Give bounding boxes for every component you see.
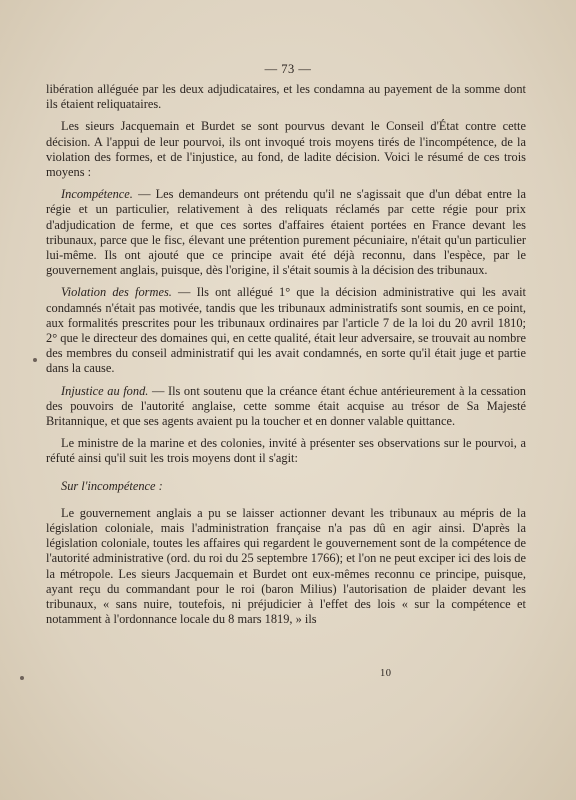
paragraph [46, 119, 526, 180]
paragraph-violation [46, 285, 526, 376]
paragraph [46, 506, 526, 628]
paragraph [46, 436, 526, 466]
subheading [46, 479, 526, 494]
signature-mark: 10 [380, 668, 392, 679]
paragraph-text: Les sieurs Jacquemain et Burdet se sont pourvus devant le Conseil d'État contre cette décision. A l'appui de leur pourvoi, ils ont invoqué trois moyens tirés de l'incompétence, de la violation des formes, et de l'injustice, au fond, de ladite décision. Voici le résumé de ces trois moyens : [46, 119, 526, 180]
paragraph [46, 82, 526, 112]
paragraph-text: — Ils ont soutenu que la créance étant échue antérieurement à la cessation des pouvoirs de l'autorité anglaise, cette somme était acquise au trésor de Sa Majesté Britannique, et que ses agents avaient pu la toucher et en donner valable quittance. [46, 383, 526, 429]
section-lead: Injustice au fond. [61, 383, 149, 398]
section-lead: Incompétence. [61, 187, 133, 202]
paragraph-incompetence [46, 187, 526, 278]
paragraph-text: — Les demandeurs ont prétendu qu'il ne s'agissait que d'un débat entre la régie et un particulier, relativement à des reliquats réclamés par cette régie pour prix d'adjudication de ferme, et que ces sortes d'affaires étaient portées en France devant les tribunaux, parce que le fisc, élevant une prétention purement pécuniaire, n'était qu'un particulier lui-même. Ils ont ajouté que ce principe avait été déjà reconnu, dans l'espèce, par le gouvernement anglais, puisque, dès l'origine, il s'était soumis à la décision des tribunaux. [46, 187, 526, 278]
paragraph-injustice [46, 384, 526, 430]
margin-dot-mark [20, 676, 24, 680]
margin-dot-mark [33, 358, 37, 362]
paragraph-text: libération alléguée par les deux adjudicataires, et les condamna au payement de la somme dont ils étaient reliquataires. [46, 82, 526, 112]
paragraph-text: Le ministre de la marine et des colonies, invité à présenter ses observations sur le pourvoi, a réfuté ainsi qu'il suit les trois moyens dont il s'agit: [46, 436, 526, 466]
subheading-text: Sur l'incompétence : [61, 478, 163, 493]
section-lead: Violation des formes. [61, 285, 172, 300]
page-number: — 73 — [264, 62, 312, 76]
body-text [46, 82, 526, 628]
paragraph-text: Le gouvernement anglais a pu se laisser actionner devant les tribunaux au mépris de la législation coloniale, mais l'administration française n'a pas dû en agir ainsi. D'après la législation coloniale, toutes les affaires qui regardent le gouvernement sont de la compétence de l'autorité administrative (ord. du roi du 25 septembre 1766); et l'on ne peut exciper ici des lois de la métropole. Les sieurs Jacquemain et Burdet ont eux-mêmes reconnu ce principe, puisque, ayant reçu du commandant pour le roi (baron Milius) l'autorisation de plaider devant les tribunaux, « sans nuire, toutefois, ni préjudicier à l'effet des lois « sur la compétence et notamment à l'ordonnance locale du 8 mars 1819, » ils [46, 505, 526, 627]
paragraph-text: — Ils ont allégué 1° que la décision administrative qui les avait condamnés n'était pas motivée, tandis que les tribunaux administratifs sont soumis, en ce point, aux formalités prescrites pour les tribunaux ordinaires par l'article 7 de la loi du 20 avril 1810; 2° que le directeur des domaines qui, en cette qualité, était leur adversaire, se trouvait au nombre des membres du conseil administratif qui les avait condamnés, en sorte qu'il était juge et partie dans la cause. [46, 285, 526, 376]
